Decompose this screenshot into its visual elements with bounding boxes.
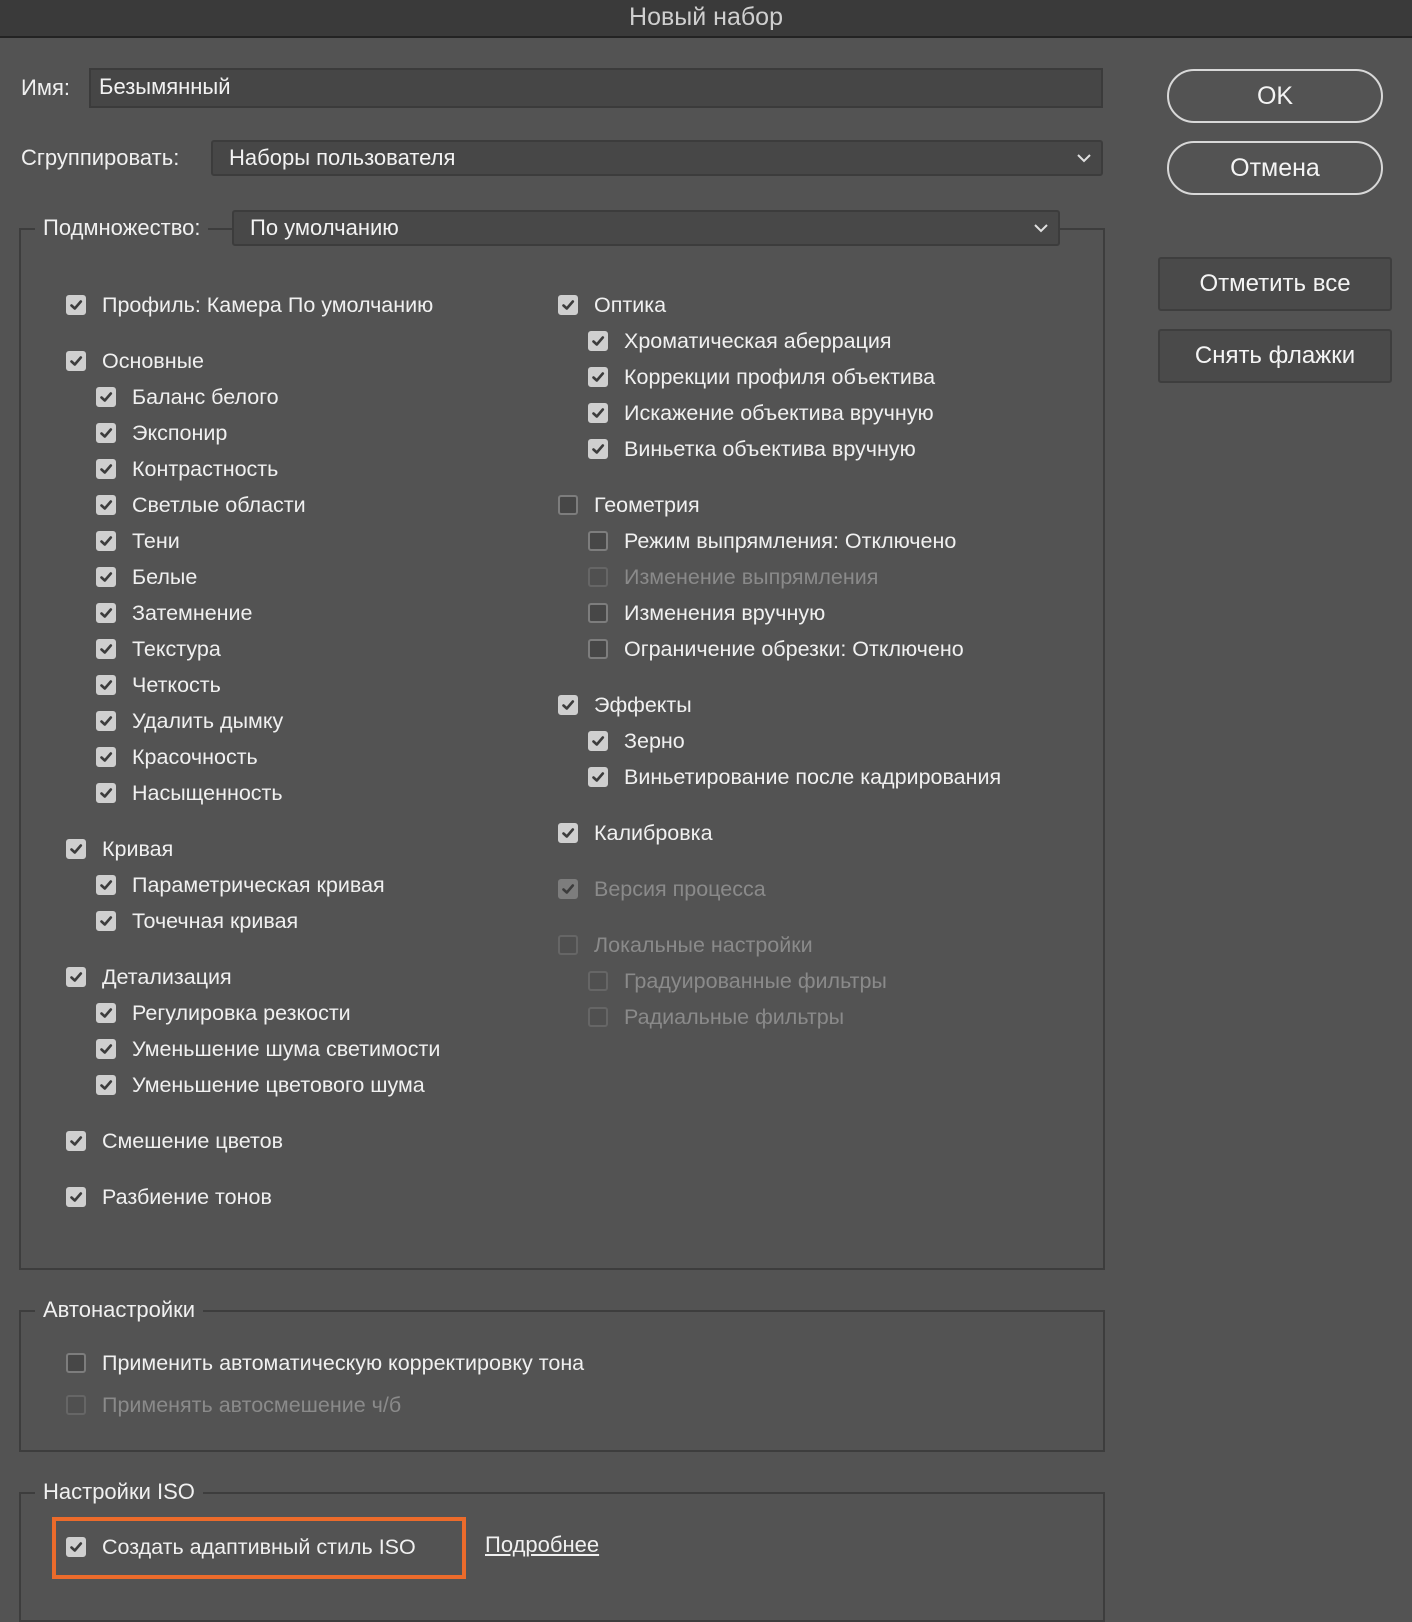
setting-label: Зерно [624, 728, 685, 753]
checkbox-checked-icon[interactable] [96, 567, 116, 587]
group-label: Сгруппировать: [21, 145, 180, 170]
setting-label: Применять автосмешение ч/б [102, 1392, 402, 1417]
setting-label: Баланс белого [132, 384, 279, 409]
setting-label: Применить автоматическую корректировку тона [102, 1350, 585, 1375]
checkbox-checked-icon [558, 879, 578, 899]
setting-checkbox-row[interactable] [96, 778, 283, 808]
checkbox-checked-icon[interactable] [66, 1131, 86, 1151]
setting-label: Локальные настройки [594, 932, 813, 957]
setting-label: Кривая [102, 836, 174, 861]
setting-label: Режим выпрямления: Отключено [624, 528, 957, 553]
setting-label: Коррекции профиля объектива [624, 364, 936, 389]
setting-checkbox-row [558, 930, 813, 960]
setting-checkbox-row[interactable] [588, 398, 934, 428]
setting-checkbox-row[interactable] [588, 326, 892, 356]
checkbox-checked-icon[interactable] [588, 331, 608, 351]
setting-checkbox-row[interactable] [588, 434, 916, 464]
setting-checkbox-row[interactable] [66, 1126, 283, 1156]
checkbox-checked-icon[interactable] [96, 1003, 116, 1023]
setting-label: Красочность [132, 744, 258, 769]
setting-label: Белые [132, 564, 198, 589]
checkbox-unchecked-icon[interactable] [558, 495, 578, 515]
checkbox-checked-icon[interactable] [96, 531, 116, 551]
setting-checkbox-row[interactable] [588, 634, 981, 664]
setting-checkbox-row[interactable] [66, 1348, 584, 1378]
setting-checkbox-row[interactable] [96, 742, 258, 772]
checkbox-checked-icon[interactable] [96, 423, 116, 443]
checkbox-checked-icon[interactable] [96, 783, 116, 803]
setting-checkbox-row[interactable] [588, 362, 935, 392]
setting-label: Текстура [132, 636, 221, 661]
iso-adaptive-checkbox-row[interactable] [66, 1532, 416, 1562]
setting-checkbox-row [588, 966, 887, 996]
setting-checkbox-row[interactable] [588, 598, 825, 628]
setting-label: Затемнение [132, 600, 253, 625]
checkbox-checked-icon[interactable] [558, 295, 578, 315]
checkbox-checked-icon[interactable] [588, 731, 608, 751]
setting-label: Разбиение тонов [102, 1184, 272, 1209]
setting-checkbox-row[interactable] [96, 634, 221, 664]
checkbox-checked-icon[interactable] [588, 403, 608, 423]
checkbox-checked-icon[interactable] [96, 603, 116, 623]
checkbox-unchecked-icon [588, 1007, 608, 1027]
checkbox-unchecked-icon[interactable] [588, 603, 608, 623]
setting-checkbox-row[interactable] [66, 290, 433, 320]
checkbox-checked-icon[interactable] [96, 1075, 116, 1095]
subset-select-value: По умолчанию [250, 215, 399, 240]
checkbox-checked-icon[interactable] [66, 1537, 86, 1557]
setting-checkbox-row [66, 1390, 401, 1420]
setting-checkbox-row[interactable] [66, 346, 204, 376]
name-input[interactable]: Безымянный [89, 68, 1103, 108]
checkbox-checked-icon[interactable] [96, 495, 116, 515]
checkbox-checked-icon[interactable] [96, 459, 116, 479]
setting-checkbox-row [588, 562, 878, 592]
checkbox-checked-icon[interactable] [588, 439, 608, 459]
checkbox-checked-icon[interactable] [66, 295, 86, 315]
setting-checkbox-row[interactable] [558, 818, 713, 848]
checkbox-unchecked-icon [588, 971, 608, 991]
setting-checkbox-row[interactable] [588, 526, 981, 556]
setting-label: Параметрическая кривая [132, 872, 385, 897]
cancel-button[interactable]: Отмена [1167, 141, 1383, 195]
checkbox-checked-icon[interactable] [558, 823, 578, 843]
checkbox-checked-icon[interactable] [96, 747, 116, 767]
setting-label: Изменение выпрямления [624, 564, 879, 589]
setting-checkbox-row[interactable] [96, 418, 227, 448]
checkbox-checked-icon[interactable] [66, 1187, 86, 1207]
setting-checkbox-row[interactable] [96, 526, 180, 556]
subset-select[interactable] [232, 210, 1060, 246]
setting-checkbox-row[interactable] [96, 490, 306, 520]
setting-label: Искажение объектива вручную [624, 400, 934, 425]
setting-checkbox-row[interactable] [96, 998, 351, 1028]
setting-checkbox-row[interactable] [588, 762, 1001, 792]
setting-label: Радиальные фильтры [624, 1004, 845, 1029]
checkbox-checked-icon[interactable] [96, 711, 116, 731]
auto-settings-groupbox [19, 1310, 1105, 1452]
checkbox-checked-icon[interactable] [96, 675, 116, 695]
setting-checkbox-row[interactable] [66, 1182, 272, 1212]
more-info-link[interactable]: Подробнее [485, 1532, 600, 1557]
setting-checkbox-row[interactable] [96, 870, 385, 900]
setting-label: Смешение цветов [102, 1128, 284, 1153]
checkbox-unchecked-icon[interactable] [588, 531, 608, 551]
checkbox-unchecked-icon [558, 935, 578, 955]
setting-label: Точечная кривая [132, 908, 299, 933]
setting-label: Эффекты [594, 692, 692, 717]
window-title: Новый набор [0, 0, 1412, 38]
setting-label: Тени [132, 528, 180, 553]
iso-adaptive-label: Создать адаптивный стиль ISO [102, 1534, 416, 1559]
uncheck-all-button[interactable]: Снять флажки [1158, 329, 1392, 383]
setting-checkbox-row [588, 1002, 844, 1032]
checkbox-unchecked-icon [588, 567, 608, 587]
setting-label: Ограничение обрезки: Отключено [624, 636, 964, 661]
setting-label: Виньетка объектива вручную [624, 436, 916, 461]
checkbox-checked-icon[interactable] [66, 351, 86, 371]
setting-label: Светлые области [132, 492, 306, 517]
chevron-down-icon [1032, 219, 1050, 237]
checkbox-checked-icon[interactable] [66, 967, 86, 987]
checkbox-checked-icon[interactable] [66, 839, 86, 859]
setting-label: Экспонир [132, 420, 228, 445]
setting-checkbox-row[interactable] [96, 598, 253, 628]
auto-settings-title: Автонастройки [35, 1295, 203, 1325]
setting-label: Насыщенность [132, 780, 283, 805]
setting-checkbox-row[interactable] [96, 706, 283, 736]
setting-label: Виньетирование после кадрирования [624, 764, 1002, 789]
setting-checkbox-row[interactable] [96, 906, 298, 936]
group-select-value: Наборы пользователя [229, 145, 456, 170]
setting-checkbox-row[interactable] [66, 834, 173, 864]
iso-settings-title: Настройки ISO [35, 1477, 203, 1507]
setting-label: Профиль: Камера По умолчанию [102, 292, 434, 317]
setting-checkbox-row[interactable] [96, 1034, 440, 1064]
setting-label: Геометрия [594, 492, 700, 517]
checkbox-unchecked-icon[interactable] [588, 639, 608, 659]
checkbox-checked-icon[interactable] [558, 695, 578, 715]
checkbox-unchecked-icon[interactable] [66, 1353, 86, 1373]
setting-checkbox-row[interactable] [558, 290, 666, 320]
setting-checkbox-row[interactable] [96, 1070, 425, 1100]
setting-checkbox-row[interactable] [96, 670, 221, 700]
setting-label: Хроматическая аберрация [624, 328, 892, 353]
setting-checkbox-row[interactable] [96, 562, 197, 592]
setting-label: Уменьшение цветового шума [132, 1072, 425, 1097]
setting-checkbox-row[interactable] [558, 490, 700, 520]
subset-label: Подмножество: [35, 213, 208, 243]
ok-button[interactable]: OK [1167, 69, 1383, 123]
checkbox-checked-icon[interactable] [588, 767, 608, 787]
checkbox-checked-icon[interactable] [96, 875, 116, 895]
chevron-down-icon [1075, 149, 1093, 167]
setting-label: Регулировка резкости [132, 1000, 351, 1025]
checkbox-checked-icon[interactable] [96, 387, 116, 407]
setting-label: Основные [102, 348, 205, 373]
checkbox-checked-icon[interactable] [588, 367, 608, 387]
setting-label: Удалить дымку [132, 708, 284, 733]
setting-checkbox-row[interactable] [588, 726, 685, 756]
setting-label: Четкость [132, 672, 221, 697]
checkbox-checked-icon[interactable] [96, 639, 116, 659]
setting-label: Изменения вручную [624, 600, 826, 625]
setting-checkbox-row[interactable] [66, 962, 232, 992]
setting-label: Версия процесса [594, 876, 766, 901]
setting-checkbox-row [558, 874, 766, 904]
setting-checkbox-row[interactable] [558, 690, 692, 720]
subset-select-backing [1060, 228, 1104, 230]
setting-checkbox-row[interactable] [96, 454, 278, 484]
checkbox-checked-icon[interactable] [96, 911, 116, 931]
checkbox-checked-icon[interactable] [96, 1039, 116, 1059]
group-select[interactable] [211, 140, 1103, 176]
name-label: Имя: [21, 75, 70, 100]
setting-label: Калибровка [594, 820, 713, 845]
setting-checkbox-row[interactable] [96, 382, 279, 412]
setting-label: Уменьшение шума светимости [132, 1036, 441, 1061]
setting-label: Детализация [102, 964, 232, 989]
setting-label: Оптика [594, 292, 667, 317]
setting-label: Контрастность [132, 456, 279, 481]
checkbox-unchecked-icon [66, 1395, 86, 1415]
check-all-button[interactable]: Отметить все [1158, 257, 1392, 311]
setting-label: Градуированные фильтры [624, 968, 887, 993]
